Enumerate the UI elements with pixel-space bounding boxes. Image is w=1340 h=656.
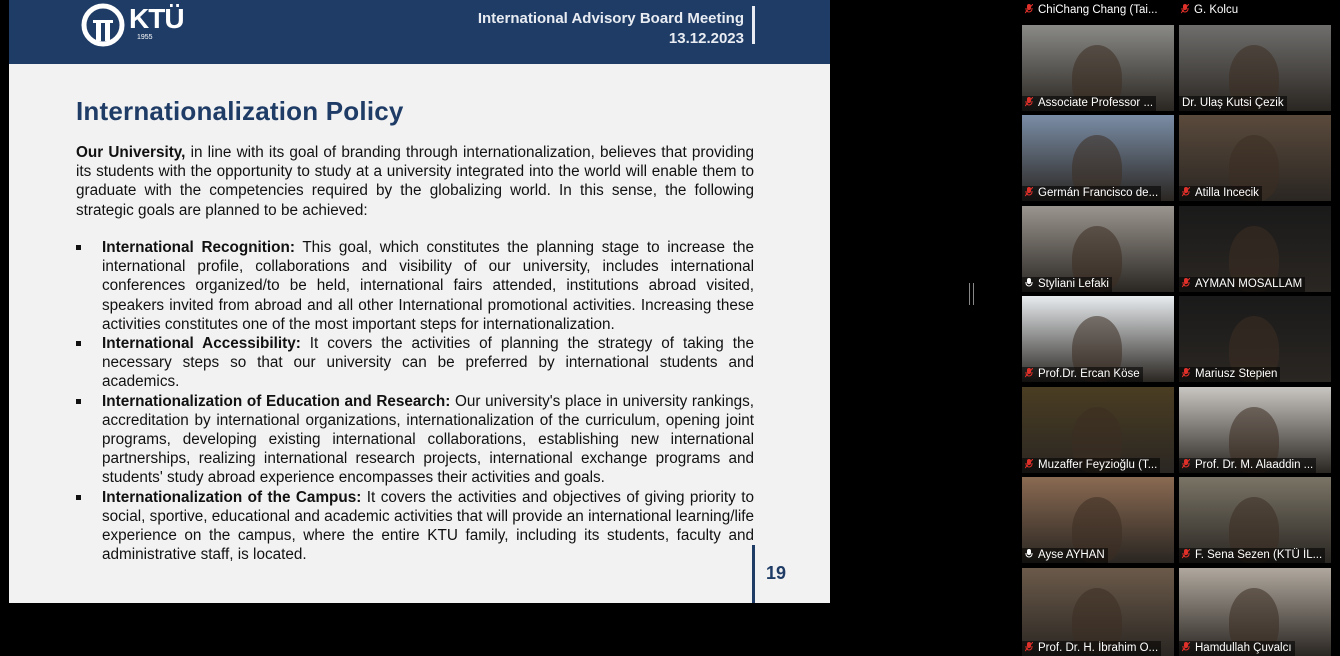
participant-name	[1179, 458, 1316, 473]
page-number-divider	[752, 545, 755, 603]
muted-mic-icon	[1182, 642, 1190, 652]
participant-name-label: G. Kolcu	[1194, 4, 1239, 16]
participant-video-tile[interactable]	[1179, 387, 1331, 473]
participant-name-label: Atilla Incecik	[1195, 187, 1259, 199]
participant-name-label: Mariusz Stepien	[1195, 368, 1278, 380]
participant-name	[1179, 367, 1280, 382]
participant-video-tile[interactable]	[1179, 115, 1331, 201]
bullet-heading: International Accessibility:	[102, 335, 301, 353]
meeting-date: 13.12.2023	[668, 30, 744, 47]
slide-title: Internationalization Policy	[76, 96, 404, 126]
participant-name-label: Ayse AYHAN	[1038, 549, 1105, 561]
muted-mic-icon	[1182, 278, 1190, 288]
participant-name-label: Prof.Dr. Ercan Köse	[1038, 368, 1140, 380]
participant-name	[1179, 96, 1287, 111]
participant-name-label: F. Sena Sezen (KTÜ İL...	[1195, 549, 1323, 561]
participant-video-tile[interactable]	[1022, 477, 1174, 563]
bullet-heading: Internationalization of Education and Research:	[102, 392, 451, 410]
list-item	[76, 238, 754, 334]
participant-video-tile[interactable]	[1022, 25, 1174, 111]
presentation-slide	[9, 0, 830, 603]
bullet-icon	[76, 245, 81, 250]
participant-name-label: Associate Professor ...	[1038, 97, 1154, 109]
page-number: 19	[766, 563, 787, 583]
bullet-text: This goal, which constitutes the planning stage to increase the international profile, collaborations and visibility of our university, includes international conferences organized/to be held, international fairs attended, institutions abroad visited, speakers invited from abroad and all other International promotional activities. Increasing these activities constitutes one of the most important steps for internationalization.	[102, 239, 754, 333]
muted-mic-icon	[1025, 368, 1033, 378]
participant-video-tile[interactable]	[1179, 25, 1331, 111]
participant-name-label: Dr. Ulaş Kutsi Çezik	[1182, 97, 1284, 109]
panel-resize-handle[interactable]	[969, 283, 974, 305]
participant-name	[1022, 367, 1143, 382]
bullet-text: Our university's place in university rankings, accreditation by international organizations, internationalization of the curriculum, opening joint programs, developing existing international collaborations, establishing new international partnerships, realizing international research projects, international exchange programs and students' study abroad experience encompasses their activities and goals.	[102, 392, 754, 487]
list-item	[76, 334, 754, 392]
participant-video-tile[interactable]	[1022, 296, 1174, 382]
logo-text: KTÜ	[129, 3, 184, 34]
participant-video-tile[interactable]	[1022, 387, 1174, 473]
logo-year: 1955	[137, 34, 153, 41]
bullet-text: It covers the activities of planning the strategy of taking the necessary steps so that our university can be preferred by international students and academics.	[102, 335, 754, 391]
muted-mic-icon	[1182, 187, 1190, 197]
participant-name-label: Styliani Lefaki	[1038, 278, 1109, 290]
participant-name	[1022, 277, 1112, 292]
mic-icon	[1025, 278, 1033, 288]
muted-mic-icon	[1182, 368, 1190, 378]
participant-name	[1022, 96, 1156, 111]
participant-video-tile[interactable]	[1179, 568, 1331, 656]
intro-lead: Our University,	[76, 144, 186, 161]
participant-name-label: Germán Francisco de...	[1038, 187, 1159, 199]
bullet-heading: Internationalization of the Campus:	[102, 488, 362, 506]
muted-mic-icon	[1025, 4, 1033, 14]
participant-video-tile[interactable]	[1022, 206, 1174, 292]
muted-mic-icon	[1025, 187, 1033, 197]
muted-mic-icon	[1025, 642, 1033, 652]
participant-name	[1179, 277, 1305, 292]
participant-video-tile[interactable]	[1022, 115, 1174, 201]
participant-name-label: Hamdullah Çuvalcı	[1195, 642, 1292, 654]
participant-name-label: Prof. Dr. M. Alaaddin ...	[1195, 459, 1314, 471]
mic-icon	[1025, 549, 1033, 559]
strategic-goals-list	[76, 238, 754, 564]
intro-paragraph	[76, 143, 754, 220]
participant-name	[1179, 186, 1262, 201]
list-item	[76, 392, 754, 488]
participant-name-label: ChiChang Chang (Tai...	[1038, 4, 1158, 16]
participant-name-label: Prof. Dr. H. İbrahim O...	[1038, 642, 1159, 654]
participant-name-label: Muzaffer Feyzioğlu (T...	[1038, 459, 1158, 471]
bullet-heading: International Recognition:	[102, 239, 295, 256]
participant-name	[1179, 548, 1325, 563]
participant-name	[1022, 458, 1160, 473]
muted-mic-icon	[1181, 4, 1189, 14]
bullet-icon	[76, 495, 81, 500]
ktu-logo-icon	[81, 3, 125, 47]
bullet-text: It covers the activities and objectives of giving priority to social, sportive, educational and academic activities that will provide an international learning/life experience on the campus, where the entire KTU family, including its students, faculty and administrative staff, is located.	[102, 488, 754, 564]
participant-video-tile[interactable]	[1022, 568, 1174, 656]
slide-header	[9, 0, 830, 64]
meeting-title: International Advisory Board Meeting	[477, 10, 744, 27]
participant-video-tile[interactable]	[1179, 296, 1331, 382]
participant-name-top	[1178, 2, 1241, 18]
muted-mic-icon	[1182, 459, 1190, 469]
participant-name-top	[1022, 2, 1161, 18]
participant-name	[1022, 548, 1108, 563]
muted-mic-icon	[1025, 97, 1033, 107]
muted-mic-icon	[1025, 459, 1033, 469]
intro-text: in line with its goal of branding through internationalization, believes that providing its students with the opportunity to study at a university integrated into the world will enable them to graduate with the competencies required by the globalizing world. In this sense, the following strategic goals are planned to be achieved:	[76, 144, 754, 219]
participant-name	[1022, 641, 1161, 656]
participant-video-tile[interactable]	[1179, 206, 1331, 292]
list-item	[76, 488, 754, 565]
participant-name-label: AYMAN MOSALLAM	[1195, 278, 1303, 290]
participant-name	[1022, 186, 1161, 201]
muted-mic-icon	[1182, 549, 1190, 559]
header-divider	[752, 6, 755, 44]
bullet-icon	[76, 399, 81, 404]
participant-gallery	[1018, 0, 1340, 656]
bullet-icon	[76, 341, 81, 346]
participant-name	[1179, 641, 1295, 656]
participant-video-tile[interactable]	[1179, 477, 1331, 563]
